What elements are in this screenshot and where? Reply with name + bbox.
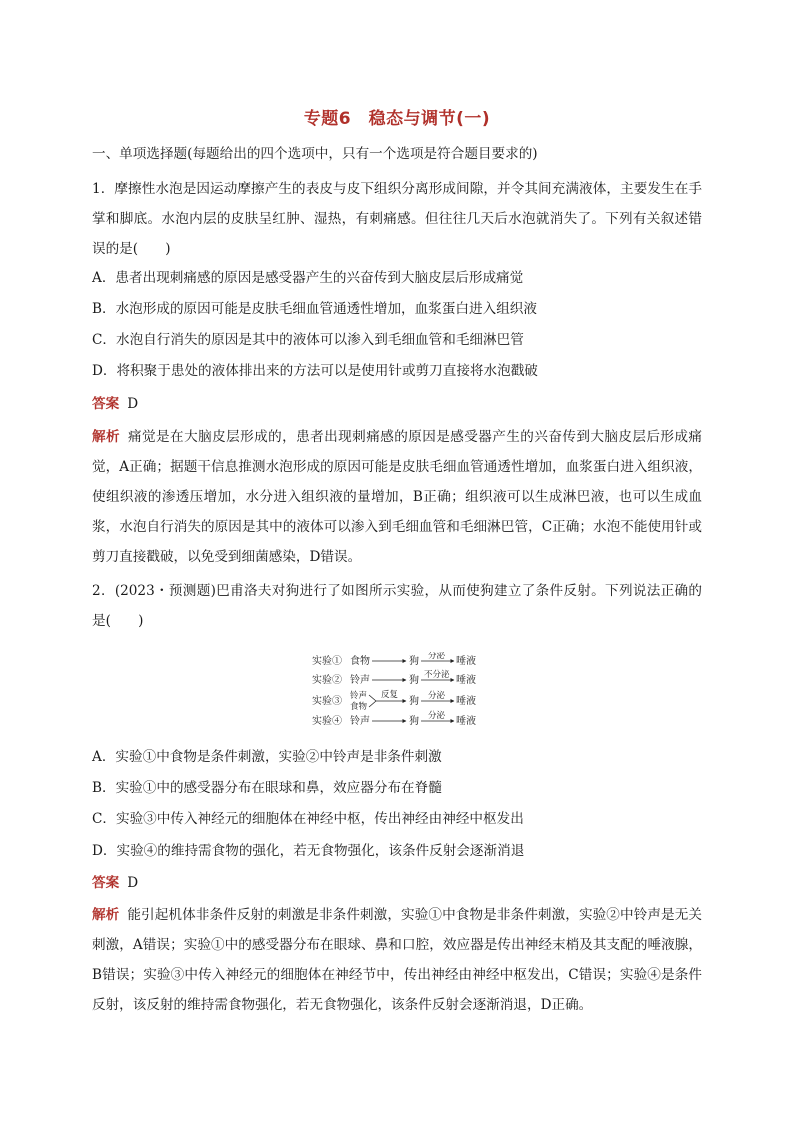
q2-option-d: D．实验④的维持需食物的强化，若无食物强化，该条件反射会逐渐消退	[92, 843, 525, 859]
q2-option-c: C．实验③中传入神经元的细胞体在神经中枢，传出神经由神经中枢发出	[92, 811, 524, 827]
exp3-result: 唾液	[456, 696, 476, 707]
exp3-stimulus-food: 食物	[350, 702, 368, 712]
exp2-label: 实验②	[312, 675, 342, 686]
exp2-stimulus: 铃声	[350, 675, 370, 686]
q1-answer	[92, 394, 702, 414]
q2-analysis	[92, 900, 702, 1020]
exp1-arrow-label: 分泌	[428, 652, 446, 661]
q2-stem: 2．(2023・预测题)巴甫洛夫对狗进行了如图所示实验，从而使狗建立了条件反射。下列说法正确的是( )	[92, 583, 702, 629]
pavlov-experiment-diagram	[312, 652, 492, 732]
exp3-join-bottom	[369, 701, 376, 707]
exp3-arrow-label: 分泌	[428, 691, 446, 701]
section-heading: 一、单项选择题(每题给出的四个选项中，只有一个选项是符合题目要求的)	[92, 146, 538, 162]
answer-label: 答案	[92, 875, 120, 891]
exp4-dog: 狗	[409, 716, 419, 727]
exp2-arrow-label: 不分泌	[424, 670, 450, 680]
exp3-repeat-label: 反复	[381, 690, 399, 700]
q1-option-b: B．水泡形成的原因可能是皮肤毛细血管通透性增加，血浆蛋白进入组织液	[92, 301, 537, 317]
q2-option-a: A．实验①中食物是条件刺激，实验②中铃声是非条件刺激	[92, 749, 442, 765]
analysis-text: 能引起机体非条件反射的刺激是非条件刺激，实验①中食物是非条件刺激，实验②中铃声是无关刺激，A错误；实验①中的感受器分布在眼球、鼻和口腔，效应器是传出神经末梢及其支配的唾液腺，B错误；实验③中传入神经元的细胞体在神经节中，传出神经由神经中枢发出，C错误；实验④是条件反射，该反射的维持需食物强化，若无食物强化，该条件反射会逐渐消退，D正确。	[92, 907, 703, 1013]
exp4-arrow-label: 分泌	[428, 711, 446, 721]
q2-answer	[92, 873, 702, 893]
answer-value: D	[127, 875, 139, 891]
exp4-label: 实验④	[312, 716, 342, 727]
analysis-text: 痛觉是在大脑皮层形成的，患者出现刺痛感的原因是感受器产生的兴奋传到大脑皮层后形成痛觉，A正确；据题干信息推测水泡形成的原因可能是皮肤毛细血管通透性增加，血浆蛋白进入组织液，使组织液的渗透压增加，水分进入组织液的量增加，B正确；组织液可以生成淋巴液，也可以生成血浆，水泡自行消失的原因是其中的液体可以渗入到毛细血管和毛细淋巴管，C正确；水泡不能使用针或剪刀直接戳破，以免受到细菌感染，D错误。	[92, 429, 703, 565]
page-title: 专题6 稳态与调节(一)	[303, 109, 491, 129]
q1-option-c: C．水泡自行消失的原因是其中的液体可以渗入到毛细血管和毛细淋巴管	[92, 332, 524, 348]
answer-value: D	[127, 396, 139, 412]
exp2-result: 唾液	[456, 675, 476, 686]
q2-option-b: B．实验①中的感受器分布在眼球和鼻，效应器分布在脊髓	[92, 780, 442, 796]
exp2-dog: 狗	[409, 675, 419, 686]
answer-label: 答案	[92, 396, 120, 412]
exp3-stimulus-bell: 铃声	[350, 691, 368, 701]
exp4-stimulus: 铃声	[350, 716, 370, 727]
q1-analysis	[92, 422, 702, 572]
exp3-join-top	[369, 695, 376, 701]
analysis-label: 解析	[92, 429, 121, 445]
exp1-result: 唾液	[456, 656, 476, 667]
exp1-label: 实验①	[312, 656, 342, 667]
exp3-dog: 狗	[409, 696, 419, 707]
exp3-label: 实验③	[312, 696, 342, 707]
exp1-dog: 狗	[409, 656, 419, 667]
q1-option-d: D．将积聚于患处的液体排出来的方法可以是使用针或剪刀直接将水泡戳破	[92, 363, 538, 379]
analysis-label: 解析	[92, 907, 120, 923]
exp1-stimulus: 食物	[350, 656, 370, 667]
q1-stem: 1．摩擦性水泡是因运动摩擦产生的表皮与皮下组织分离形成间隙，并令其间充满液体，主要发生在手掌和脚底。水泡内层的皮肤呈红肿、湿热，有刺痛感。但往往几天后水泡就消失了。下列有关叙述错误的是( )	[92, 181, 702, 257]
exp4-result: 唾液	[456, 716, 476, 727]
q1-option-a: A．患者出现刺痛感的原因是感受器产生的兴奋传到大脑皮层后形成痛觉	[92, 270, 524, 286]
